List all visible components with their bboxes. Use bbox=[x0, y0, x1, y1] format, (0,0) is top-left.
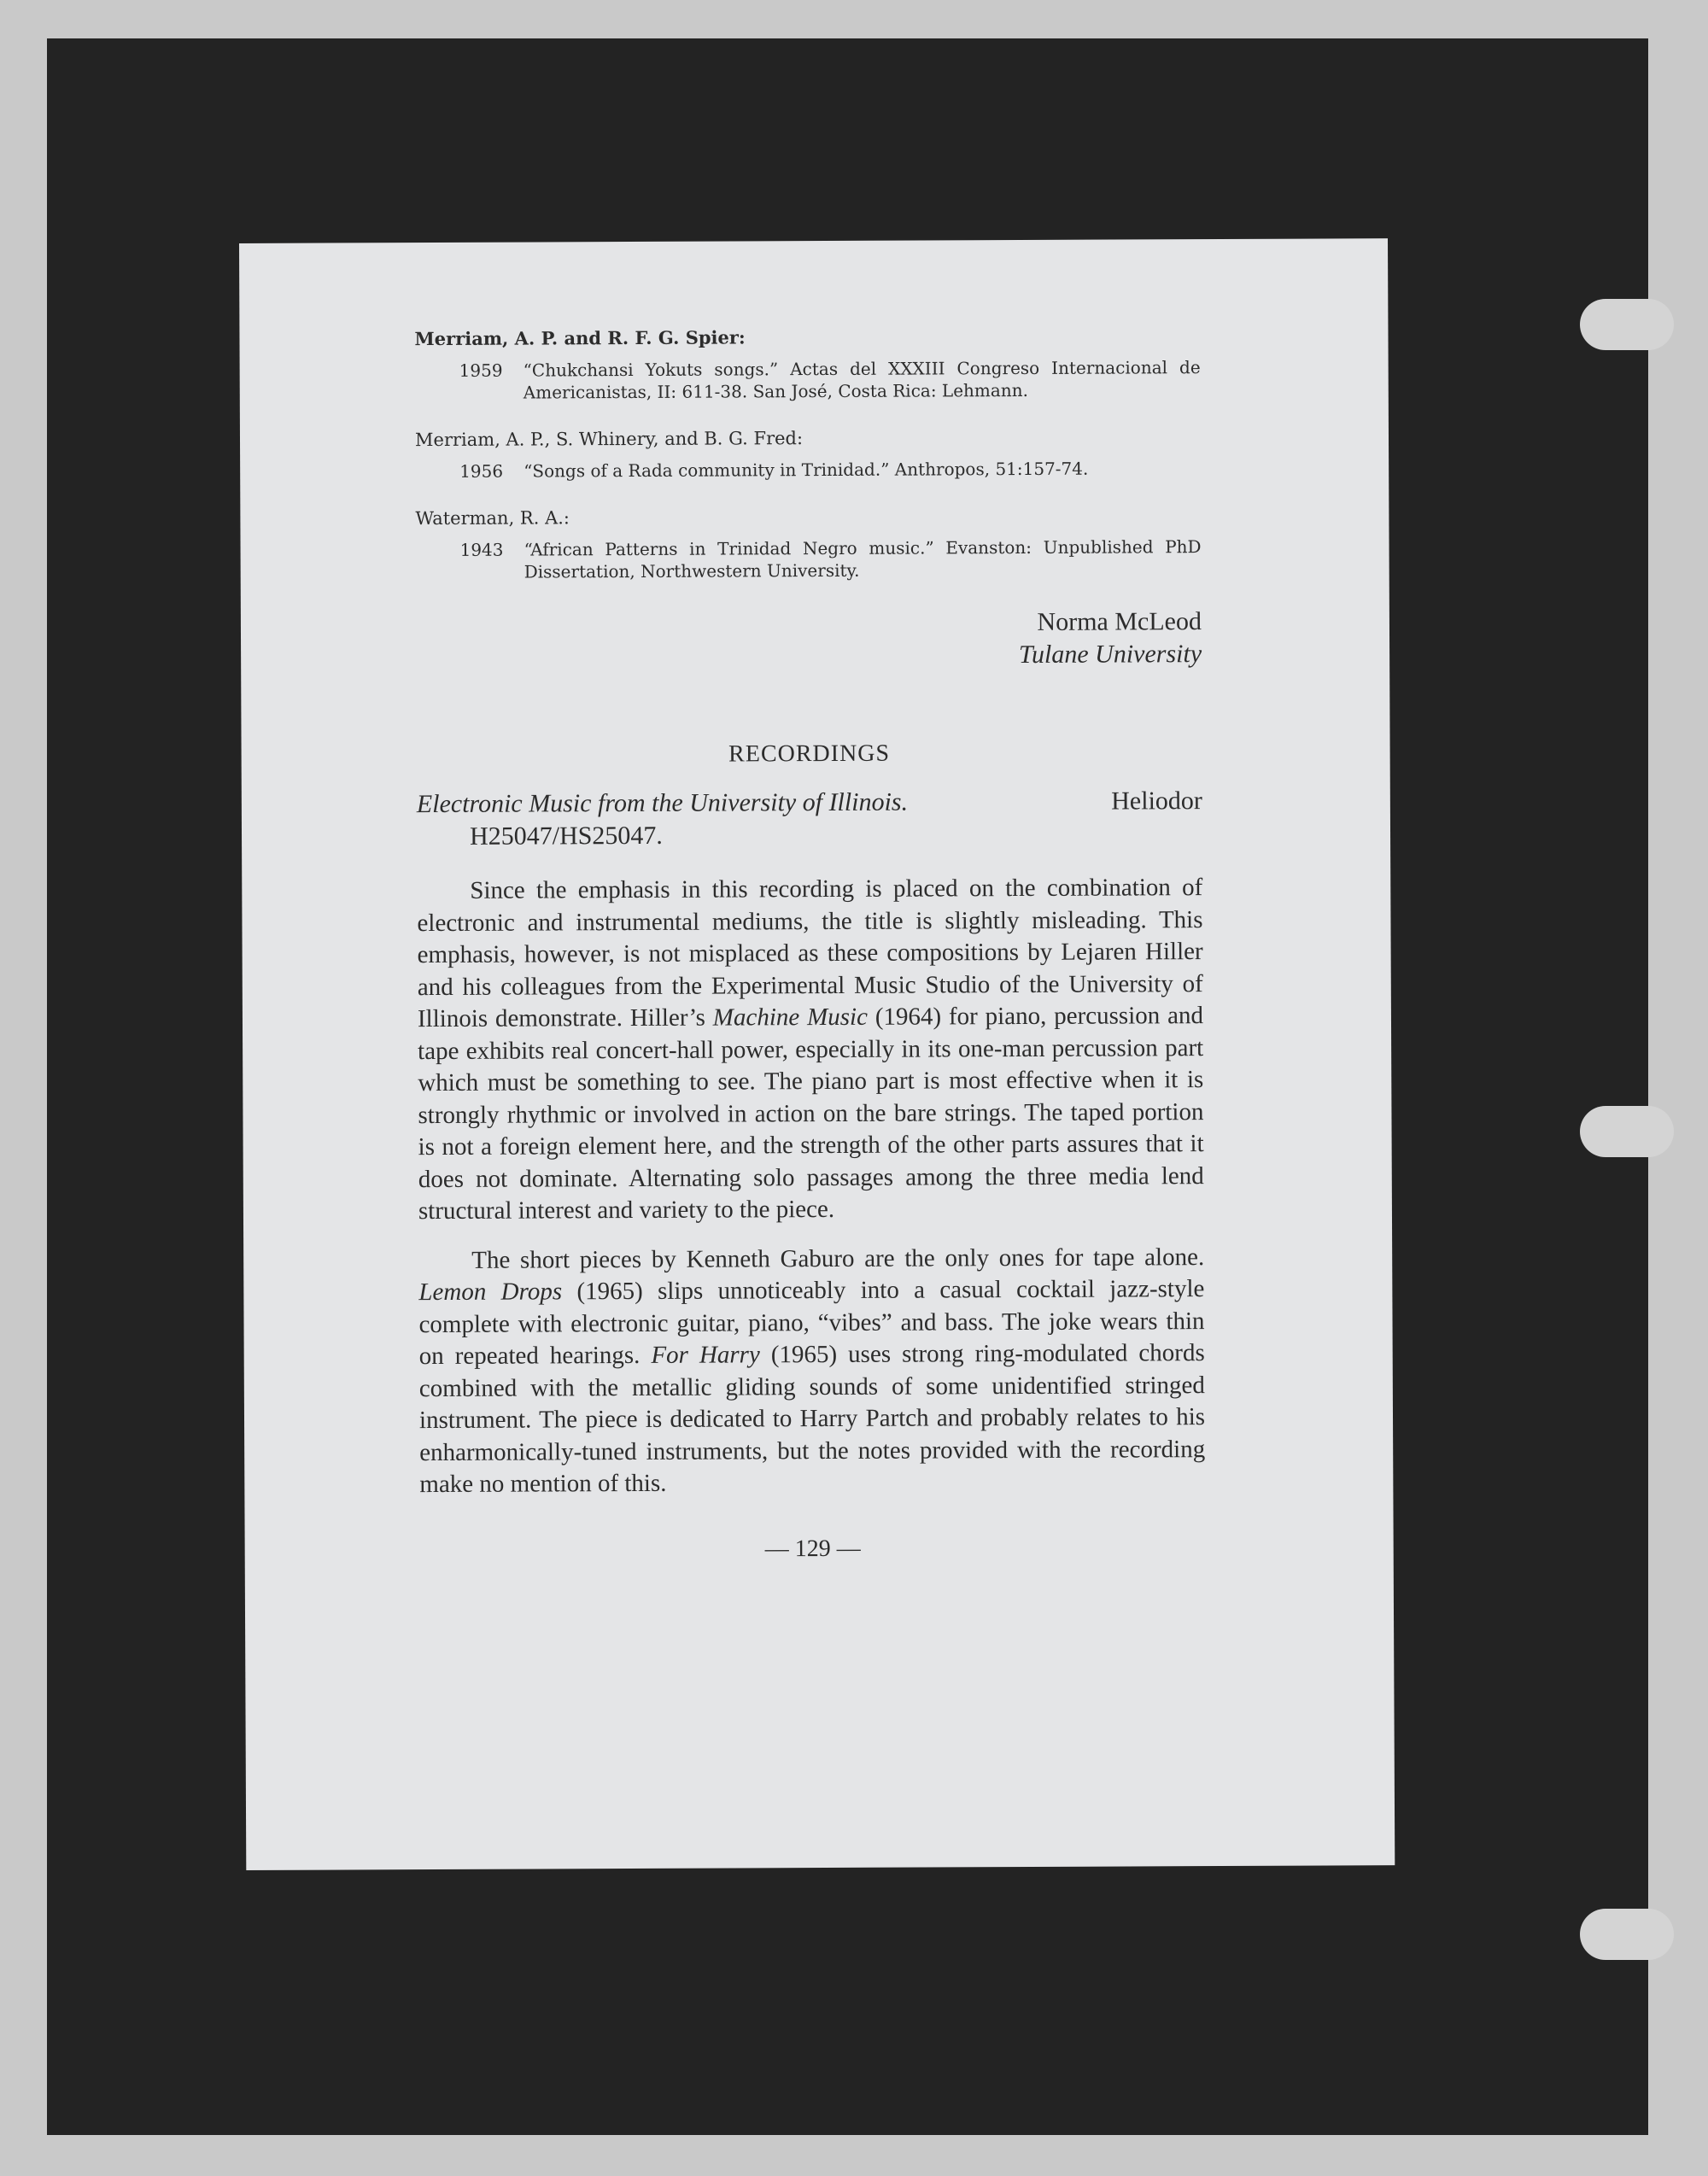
recording-title: Electronic Music from the University of Illinois. bbox=[416, 787, 909, 819]
bib-text: “Chukchansi Yokuts songs.” Actas del XXXIII Congreso Internacional de Americanistas, II: 611-38. San José, Costa Rica: Lehmann. bbox=[523, 357, 1201, 403]
page-content bbox=[414, 325, 1205, 1565]
review-signature bbox=[416, 605, 1202, 674]
bibliography-section bbox=[414, 325, 1201, 583]
bib-entry bbox=[415, 356, 1201, 404]
bib-item-3 bbox=[415, 505, 1201, 583]
binder-hole-middle bbox=[1580, 1106, 1674, 1157]
bib-author: Merriam, A. P., S. Whinery, and B. G. Fred: bbox=[414, 428, 804, 451]
author-name: Norma McLeod bbox=[1037, 607, 1202, 636]
binder-hole-top bbox=[1580, 299, 1674, 350]
paragraph-text: The short pieces by Kenneth Gaburo are the only ones for tape alone. bbox=[471, 1243, 1205, 1274]
binder-hole-bottom bbox=[1580, 1909, 1674, 1960]
review-paragraph-2 bbox=[418, 1242, 1205, 1501]
review-paragraph-1 bbox=[417, 872, 1204, 1228]
section-heading: RECORDINGS bbox=[728, 740, 891, 768]
paragraph-text: (1964) for piano, percussion and tape exhibits real concert-hall power, especially in its one-man percussion part which must be something to see. The piano part is most effective when it is strongly rhythmic or involved in action on the bare strings. The taped portion is not a foreign element here, and the strength of the other parts assures that it does not dominate. Alternating solo passages among the three media lend structural interest and variety to the piece. bbox=[418, 1002, 1204, 1225]
page-sheet bbox=[239, 238, 1395, 1870]
work-title: Lemon Drops bbox=[418, 1278, 563, 1307]
work-title: For Harry bbox=[651, 1341, 760, 1369]
bib-year: 1943 bbox=[459, 539, 504, 560]
work-title: Machine Music bbox=[712, 1003, 869, 1032]
bib-year: 1956 bbox=[459, 460, 504, 482]
page-number: — 129 — bbox=[764, 1535, 861, 1562]
recording-citation bbox=[417, 785, 1202, 853]
paragraph-text: (1965) uses strong ring-modulated chords combined with the metallic gliding sounds of some unidentified stringed instrument. The piece is dedicated to Harry Partch and probably relates to his enharmonically-tuned instruments, but the notes provided with the recording make no mention of this. bbox=[418, 1339, 1206, 1499]
bib-author: Merriam, A. P. and R. F. G. Spier: bbox=[414, 326, 746, 350]
bib-text: “African Patterns in Trinidad Negro music.” Evanston: Unpublished PhD Dissertation, Northwestern University. bbox=[524, 536, 1202, 582]
paragraph-text: (1965) slips unnoticeably into a casual cocktail jazz-style complete with electronic guitar, piano, “vibes” and bass. The joke wears thin on repeated hearings. bbox=[418, 1275, 1205, 1371]
record-label: Heliodor bbox=[1111, 787, 1202, 816]
catalog-number: H25047/HS25047. bbox=[469, 821, 663, 851]
bib-entry bbox=[415, 457, 1201, 483]
bib-text: “Songs of a Rada community in Trinidad.” Anthropos, 51:157-74. bbox=[524, 458, 1089, 482]
author-affiliation: Tulane University bbox=[1018, 640, 1202, 670]
bib-entry bbox=[416, 535, 1202, 583]
bib-year: 1959 bbox=[459, 360, 503, 381]
paragraph-text: Since the emphasis in this recording is placed on the combination of electronic and instrumental mediums, the title is slightly misleading. This emphasis, however, is not misplaced as these compositions by Lejaren Hiller and his colleagues from the Experimental Music Studio of the University of Illinois demonstrate. Hiller’s bbox=[417, 874, 1203, 1033]
bib-item-2 bbox=[415, 426, 1201, 483]
bib-item-1 bbox=[414, 325, 1200, 404]
bib-author: Waterman, R. A.: bbox=[415, 507, 570, 529]
